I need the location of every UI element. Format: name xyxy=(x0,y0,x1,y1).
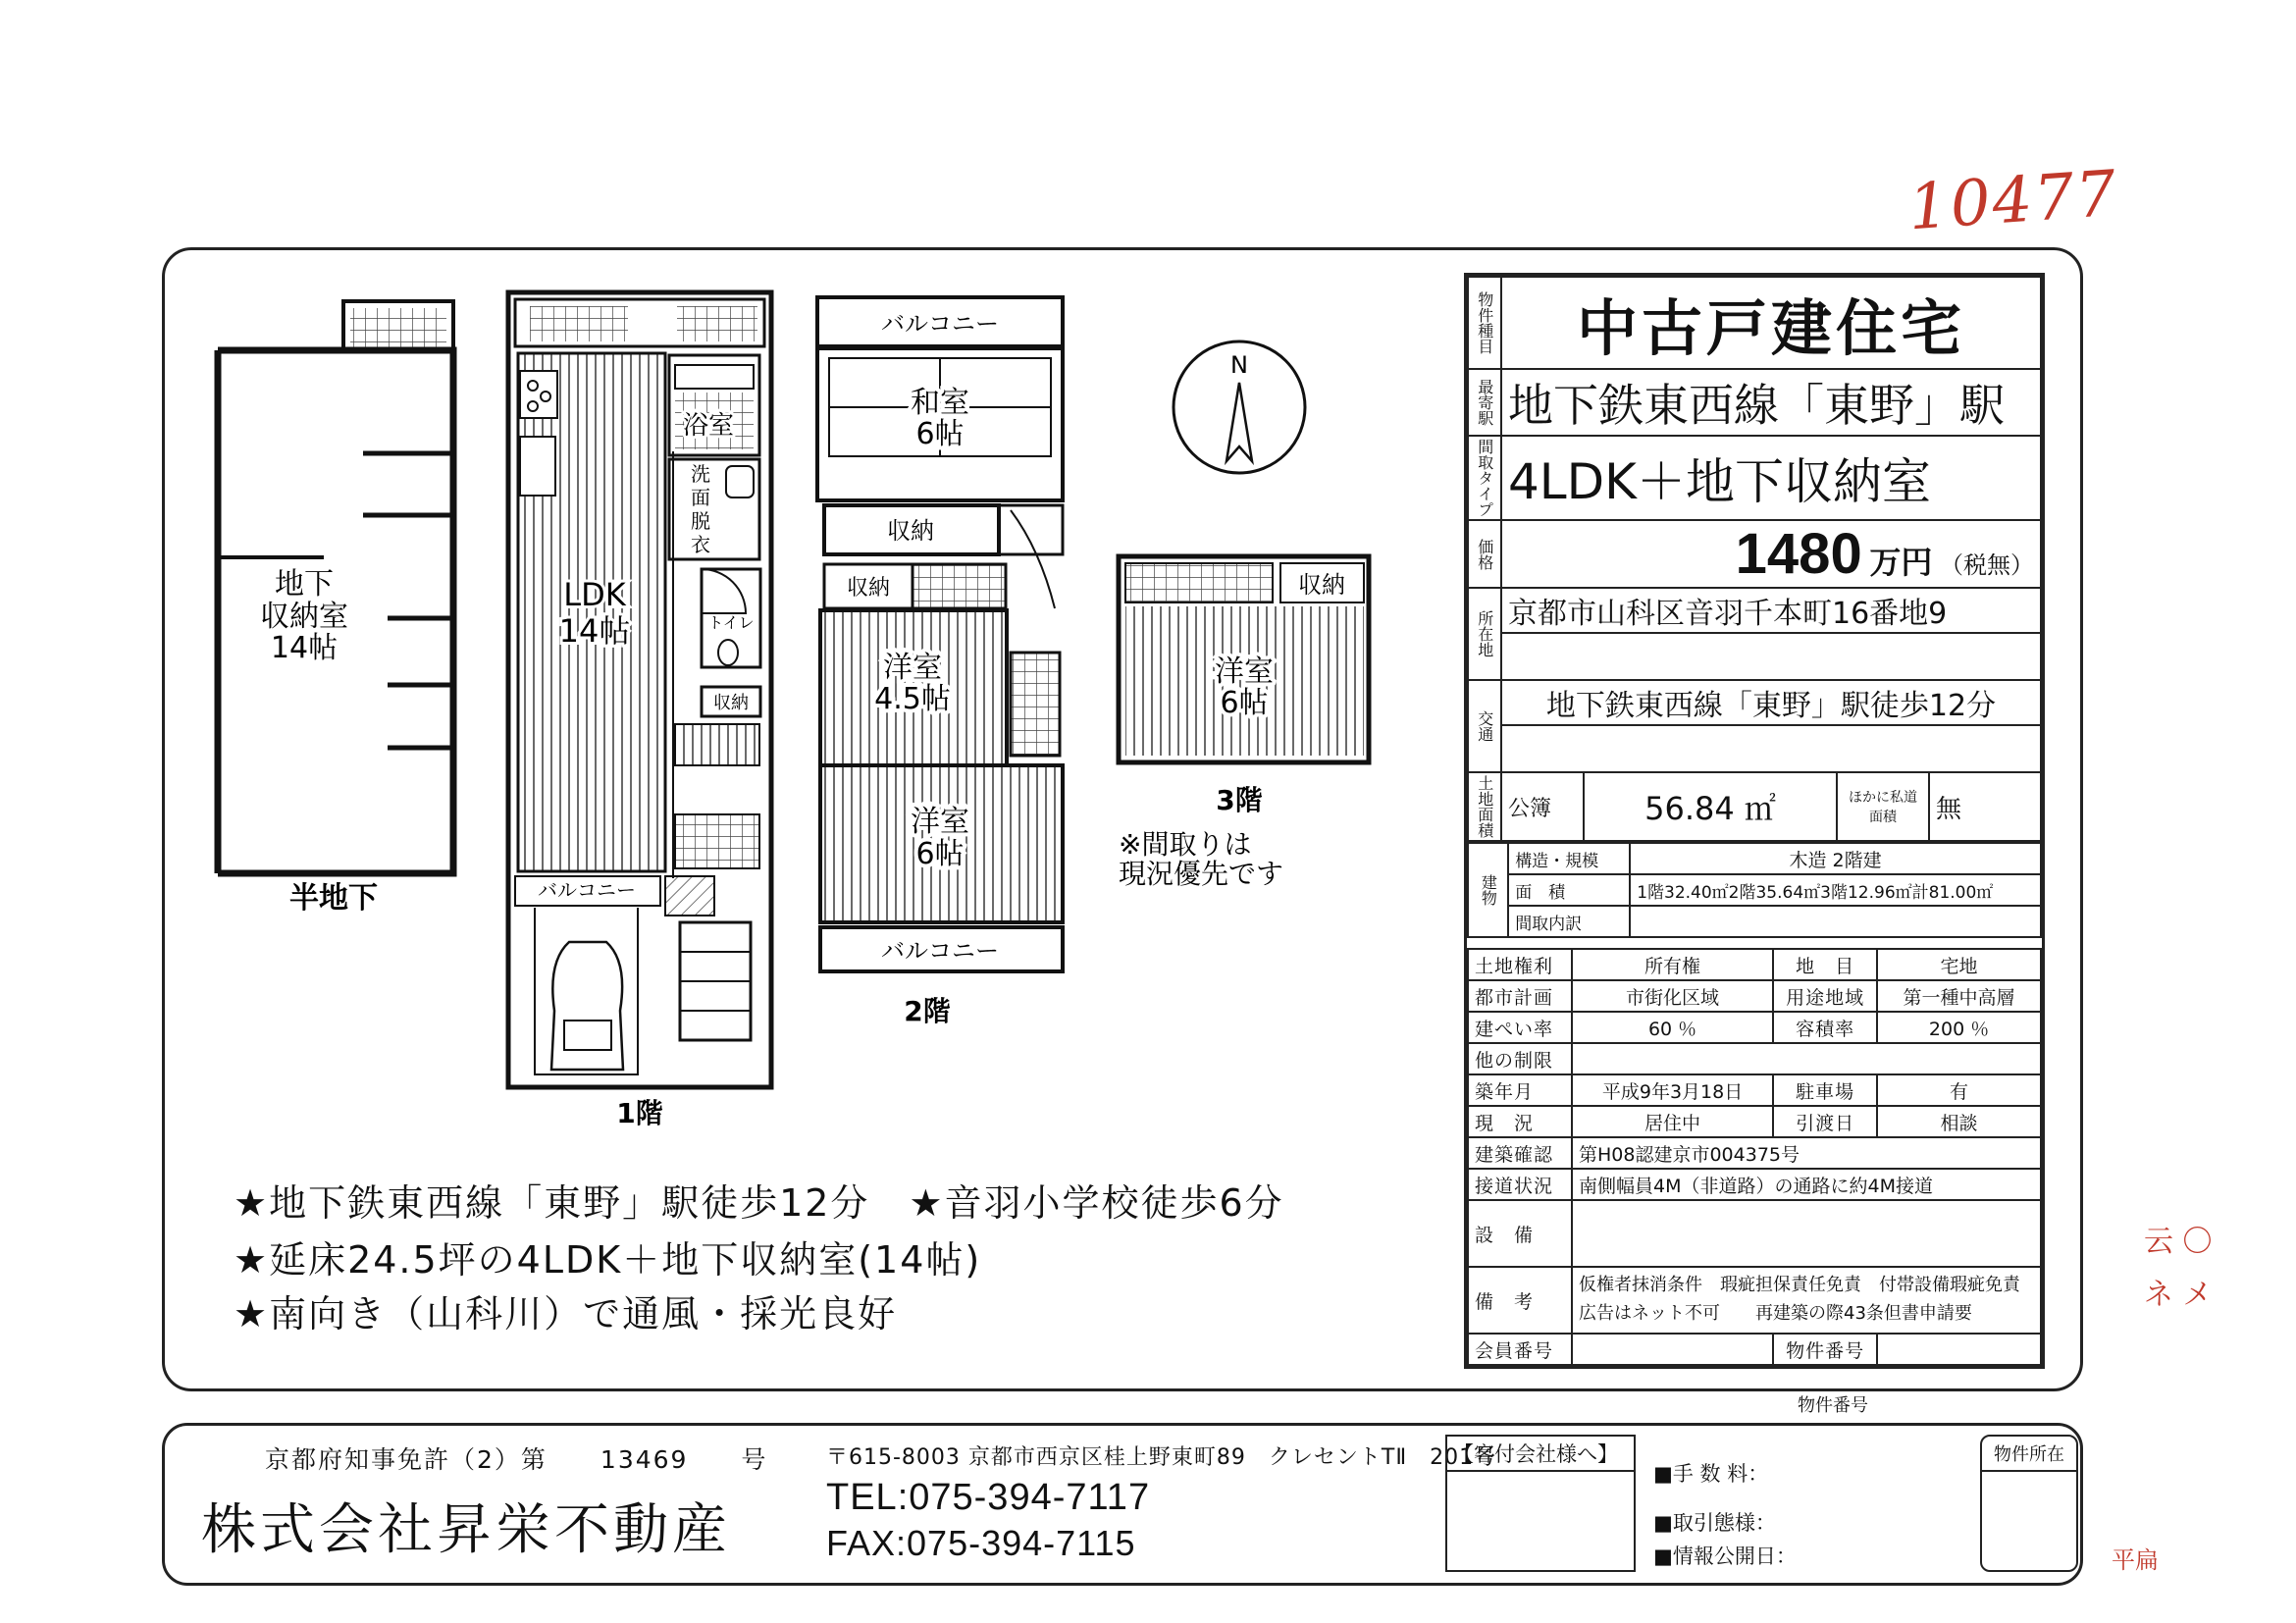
property-info-table xyxy=(1464,273,2045,1369)
floor-area: 1階32.40㎡2階35.64㎡3階12.96㎡計81.00㎡ xyxy=(1630,874,2041,906)
layout-note: 現況優先です xyxy=(1119,858,1284,890)
washroom-label: 洗 xyxy=(691,462,710,486)
western-room-label: 洋室 xyxy=(883,651,942,685)
client-company-box xyxy=(1445,1435,1636,1572)
land-area: 56.84 ㎡ xyxy=(1584,772,1837,841)
city-plan-label: 都市計画 xyxy=(1468,980,1572,1012)
status: 居住中 xyxy=(1572,1106,1773,1137)
second-floor-plan xyxy=(817,297,1063,1027)
land-area-kind: 公簿 xyxy=(1501,772,1584,841)
japanese-room-size: 6帖 xyxy=(915,417,965,451)
company-address: 〒615-8003 京都市西京区桂上野東町89 クレセントTⅡ 201号 xyxy=(826,1445,1497,1470)
facilities xyxy=(1572,1200,2041,1267)
company-name: 株式会社昇栄不動産 xyxy=(201,1498,731,1562)
building-label: 建物 xyxy=(1468,843,1508,937)
washroom-label: 面 xyxy=(691,486,710,509)
client-company-header: 【客付会社様へ】 xyxy=(1447,1437,1634,1472)
basement-room-size: 14帖 xyxy=(270,631,339,665)
price-value: 1480 xyxy=(1735,522,1862,586)
western-room-size: 6帖 xyxy=(915,837,965,871)
parking: 有 xyxy=(1877,1074,2041,1106)
license-number: 京都府知事免許（2）第 13469 号 xyxy=(265,1445,768,1474)
basement-room-label: 収納室 xyxy=(260,600,348,634)
property-location-box xyxy=(1980,1435,2078,1572)
bcr: 60 ％ xyxy=(1572,1012,1773,1043)
handwritten-note: ネ メ xyxy=(2144,1278,2213,1312)
basement-level-label: 半地下 xyxy=(289,881,378,916)
property-location-box-label: 物件所在 xyxy=(1982,1437,2076,1472)
third-floor-room-label: 洋室 xyxy=(1215,654,1274,689)
price-label: 価格 xyxy=(1468,520,1501,588)
feature-line: ★南向き（山科川）で通風・採光良好 xyxy=(234,1292,898,1335)
publish-date-label: ■情報公開日： xyxy=(1653,1544,1797,1568)
washroom-label: 衣 xyxy=(691,533,710,556)
location-label: 所在地 xyxy=(1468,588,1501,680)
second-floor-storage-label: 収納 xyxy=(887,517,934,545)
property-number xyxy=(1877,1334,2041,1365)
western-room-label: 洋室 xyxy=(911,805,969,839)
handwritten-note: 云 〇 xyxy=(2144,1225,2213,1259)
handwritten-reference-number: 10477 xyxy=(1905,157,2120,245)
second-floor-label: 2階 xyxy=(904,995,951,1027)
access-label: 交通 xyxy=(1468,680,1501,772)
far-label: 容積率 xyxy=(1773,1012,1877,1043)
other-restrictions-label: 他の制限 xyxy=(1468,1043,1572,1074)
land-category: 宅地 xyxy=(1877,949,2041,980)
company-phone: TEL:075-394-7117 xyxy=(826,1477,1151,1518)
layout-type-label: 間取タイプ xyxy=(1468,436,1501,520)
layout-detail xyxy=(1630,906,2041,937)
floor-area-label: 面 積 xyxy=(1508,874,1630,906)
location-blank xyxy=(1501,633,2041,680)
fee-label: ■手 数 料： xyxy=(1653,1462,1769,1486)
land-category-label: 地 目 xyxy=(1773,949,1877,980)
basement-room-label: 地下 xyxy=(275,567,334,602)
compass-north-label: N xyxy=(1230,351,1248,379)
handover: 相談 xyxy=(1877,1106,2041,1137)
layout-note: ※間取りは xyxy=(1119,828,1252,861)
ldk-label: LDK xyxy=(563,576,626,613)
zoning: 第一種中高層 xyxy=(1877,980,2041,1012)
facilities-label: 設 備 xyxy=(1468,1200,1572,1267)
access-blank xyxy=(1501,725,2041,772)
price-cell xyxy=(1501,520,2041,588)
first-floor-plan xyxy=(508,292,771,1129)
price-tax-note: （税無） xyxy=(1940,551,2034,579)
other-restrictions xyxy=(1572,1043,2041,1074)
western-room-size: 4.5帖 xyxy=(874,682,951,716)
washroom-label: 脱 xyxy=(691,509,710,533)
land-area-label: 土地面積 xyxy=(1468,772,1501,841)
floor-plan-drawing xyxy=(0,0,1462,1158)
feature-line: ★延床24.5坪の4LDK＋地下収納室(14帖) xyxy=(234,1238,982,1282)
transaction-type-label: ■取引態様： xyxy=(1653,1511,1776,1535)
third-floor-label: 3階 xyxy=(1216,784,1263,816)
japanese-room-label: 和室 xyxy=(911,386,969,420)
member-number xyxy=(1572,1334,1773,1365)
built-date: 平成9年3月18日 xyxy=(1572,1074,1773,1106)
third-floor-plan xyxy=(1119,556,1369,816)
road-access-label: 接道状況 xyxy=(1468,1169,1572,1200)
remarks-line: 広告はネット不可 再建築の際43条但書申請要 xyxy=(1579,1303,1972,1324)
price-unit: 万円 xyxy=(1869,544,1933,581)
layout-type: 4LDK＋地下収納室 xyxy=(1501,436,2041,520)
first-floor-storage-label: 収納 xyxy=(713,693,749,713)
first-floor-label: 1階 xyxy=(616,1097,663,1129)
built-date-label: 築年月 xyxy=(1468,1074,1572,1106)
second-floor-storage-label: 収納 xyxy=(846,576,891,601)
status-label: 現 況 xyxy=(1468,1106,1572,1137)
remarks xyxy=(1572,1267,2041,1334)
structure-label: 構造・規模 xyxy=(1508,843,1630,874)
bcr-label: 建ぺい率 xyxy=(1468,1012,1572,1043)
feature-line: ★地下鉄東西線「東野」駅徒歩12分 ★音羽小学校徒歩6分 xyxy=(234,1181,1284,1225)
parking-label: 駐車場 xyxy=(1773,1074,1877,1106)
ldk-size: 14帖 xyxy=(558,612,631,650)
second-floor-top-balcony-label: バルコニー xyxy=(881,310,999,338)
compass-icon xyxy=(1174,341,1305,473)
structure: 木造 2階建 xyxy=(1630,843,2041,874)
land-right-label: 土地権利 xyxy=(1468,949,1572,980)
building-confirmation-label: 建築確認 xyxy=(1468,1137,1572,1169)
company-fax: FAX:075-394-7115 xyxy=(826,1523,1136,1563)
land-right: 所有権 xyxy=(1572,949,1773,980)
handover-label: 引渡日 xyxy=(1773,1106,1877,1137)
station-label: 最寄駅 xyxy=(1468,369,1501,436)
location: 京都市山科区音羽千本町16番地9 xyxy=(1501,588,2041,633)
member-number-label: 会員番号 xyxy=(1468,1334,1572,1365)
access: 地下鉄東西線「東野」駅徒歩12分 xyxy=(1501,680,2041,725)
road-access: 南側幅員4M（非道路）の通路に約4M接道 xyxy=(1572,1169,2041,1200)
city-plan: 市街化区域 xyxy=(1572,980,1773,1012)
property-type-label: 物件種目 xyxy=(1468,277,1501,369)
remarks-line: 仮権者抹消条件 瑕疵担保責任免責 付帯設備瑕疵免責 xyxy=(1579,1275,2020,1296)
third-floor-room-size: 6帖 xyxy=(1220,686,1269,720)
handwritten-note: 平扁 xyxy=(2112,1546,2159,1574)
layout-detail-label: 間取内訳 xyxy=(1508,906,1630,937)
second-floor-bottom-balcony-label: バルコニー xyxy=(881,937,999,965)
zoning-label: 用途地域 xyxy=(1773,980,1877,1012)
far: 200 ％ xyxy=(1877,1012,2041,1043)
bathroom-label: 浴室 xyxy=(682,411,735,441)
first-floor-balcony-label: バルコニー xyxy=(538,878,636,902)
private-road-area: 無 xyxy=(1929,772,2041,841)
property-number-caption: 物件番号 xyxy=(1798,1395,1868,1416)
basement-plan xyxy=(218,301,453,916)
property-number-label: 物件番号 xyxy=(1773,1334,1877,1365)
remarks-label: 備 考 xyxy=(1468,1267,1572,1334)
building-confirmation: 第H08認建京市004375号 xyxy=(1572,1137,2041,1169)
toilet-label: トイレ xyxy=(707,613,755,632)
property-type: 中古戸建住宅 xyxy=(1501,277,2041,369)
third-floor-storage-label: 収納 xyxy=(1298,571,1345,599)
nearest-station: 地下鉄東西線「東野」駅 xyxy=(1501,369,2041,436)
private-road-label: ほかに私道面積 xyxy=(1837,772,1929,841)
